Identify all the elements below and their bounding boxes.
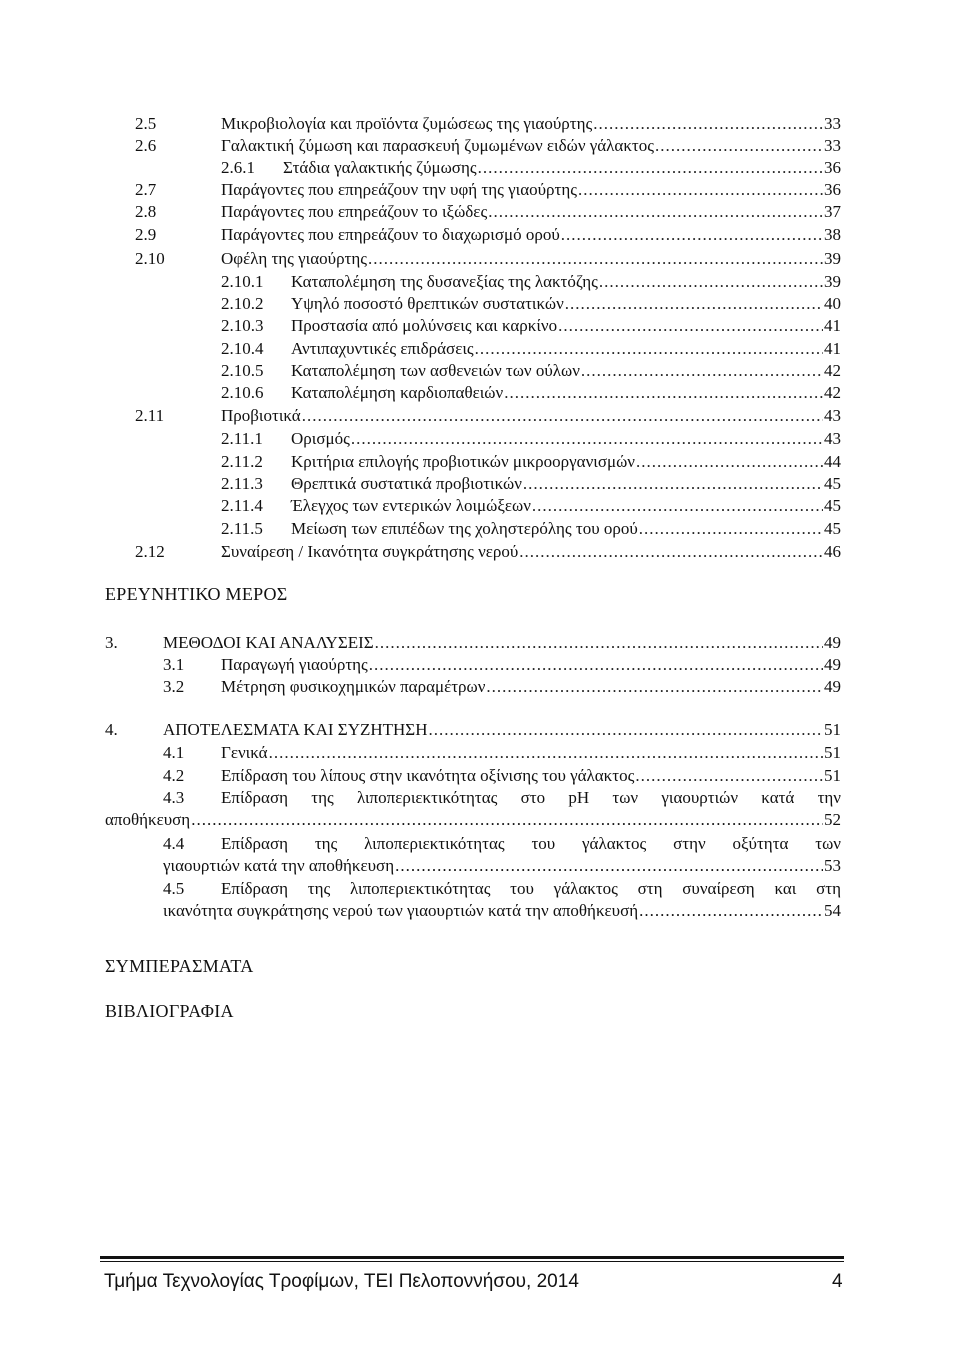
toc-entry-number: 2.9 bbox=[135, 225, 157, 244]
toc-entry bbox=[163, 765, 841, 787]
toc-entry-title: Παράγοντες που επηρεάζουν το ιξώδες bbox=[221, 202, 488, 221]
toc-entry-title: ΑΠΟΤΕΛΕΣΜΑΤΑ ΚΑΙ ΣΥΖΗΤΗΣΗ bbox=[163, 720, 428, 739]
toc-entry-number: 2.11.1 bbox=[221, 429, 263, 448]
toc-entry-number: 4.1 bbox=[163, 743, 185, 762]
toc-entry-title: Μέτρηση φυσικοχημικών παραμέτρων bbox=[221, 677, 486, 696]
toc-entry-title-line2: ικανότητα συγκράτησης νερού των γιαουρτιών κατά την αποθήκευσή bbox=[163, 901, 639, 920]
leader-dots bbox=[269, 742, 823, 764]
leader-dots bbox=[428, 719, 823, 741]
toc-entry bbox=[135, 201, 841, 223]
toc-entry bbox=[135, 405, 841, 427]
toc-entry-number: 4.4 bbox=[163, 834, 185, 853]
toc-entry bbox=[221, 518, 841, 540]
toc-entry-title: Αντιπαχυντικές επιδράσεις bbox=[291, 339, 474, 358]
toc-entry-title-line2: αποθήκευση bbox=[105, 810, 191, 829]
leader-dots bbox=[302, 405, 823, 427]
toc-entry bbox=[105, 632, 841, 654]
leader-dots bbox=[561, 224, 823, 246]
toc-entry-page: 54 bbox=[824, 901, 841, 920]
toc-entry bbox=[221, 473, 841, 495]
toc-entry-page: 51 bbox=[824, 766, 841, 785]
leader-dots bbox=[475, 338, 823, 360]
toc-entry-number: 2.6 bbox=[135, 136, 157, 155]
toc-entry-page: 43 bbox=[824, 429, 841, 448]
toc-entry-page: 42 bbox=[824, 383, 841, 402]
toc-entry-page: 33 bbox=[824, 114, 841, 133]
toc-entry-page: 41 bbox=[824, 339, 841, 358]
toc-entry-number: 2.11.5 bbox=[221, 519, 263, 538]
toc-entry-number: 2.10.1 bbox=[221, 272, 264, 291]
toc-entry-title: Μείωση των επιπέδων της χοληστερόλης του ορού bbox=[291, 519, 638, 538]
toc-entry-page: 45 bbox=[824, 519, 841, 538]
toc-entry-number: 2.11 bbox=[135, 406, 165, 425]
leader-dots bbox=[504, 382, 823, 404]
toc-entry-title: Κριτήρια επιλογής προβιοτικών μικροοργανισμών bbox=[291, 452, 635, 471]
toc-entry-number: 2.10.3 bbox=[221, 316, 264, 335]
toc-entry bbox=[221, 338, 841, 360]
toc-entry bbox=[135, 224, 841, 246]
leader-dots bbox=[532, 495, 823, 517]
toc-entry bbox=[221, 293, 841, 315]
footer-rule bbox=[100, 1256, 844, 1259]
toc-entry-number: 2.7 bbox=[135, 180, 157, 199]
leader-dots bbox=[368, 248, 823, 270]
toc-entry-title: Θρεπτικά συστατικά προβιοτικών bbox=[291, 474, 522, 493]
toc-entry-title: Μικροβιολογία και προϊόντα ζυμώσεως της γιαούρτης bbox=[221, 114, 593, 133]
leader-dots bbox=[488, 201, 823, 223]
toc-entry-page: 45 bbox=[824, 496, 841, 515]
toc-entry-number: 2.11.3 bbox=[221, 474, 263, 493]
toc-entry-page: 38 bbox=[824, 225, 841, 244]
leader-dots bbox=[636, 451, 823, 473]
toc-entry-title-line2: γιαουρτιών κατά την αποθήκευση bbox=[163, 856, 395, 875]
toc-entry-page: 42 bbox=[824, 361, 841, 380]
toc-entry bbox=[135, 179, 841, 201]
toc-entry-page: 39 bbox=[824, 272, 841, 291]
bibliography-heading: ΒΙΒΛΙΟΓΡΑΦΙΑ bbox=[105, 1001, 234, 1021]
toc-entry-title: Στάδια γαλακτικής ζύμωσης bbox=[283, 158, 477, 177]
toc-entry-page: 36 bbox=[824, 180, 841, 199]
toc-entry-title: Παραγωγή γιαούρτης bbox=[221, 655, 368, 674]
toc-entry bbox=[105, 719, 841, 741]
toc-entry-page: 53 bbox=[824, 856, 841, 875]
leader-dots bbox=[369, 654, 823, 676]
leader-dots bbox=[578, 179, 823, 201]
toc-entry-page: 51 bbox=[824, 720, 841, 739]
toc-entry-page: 49 bbox=[824, 633, 841, 652]
research-part-heading: ΕΡΕΥΝΗΤΙΚΟ ΜΕΡΟΣ bbox=[105, 584, 288, 604]
toc-entry-title: Οφέλη της γιαούρτης bbox=[221, 249, 368, 268]
toc-entry-title: Γενικά bbox=[221, 743, 268, 762]
toc-entry-number: 2.10.4 bbox=[221, 339, 264, 358]
conclusions-heading: ΣΥΜΠΕΡΑΣΜΑΤΑ bbox=[105, 956, 254, 976]
toc-entry-wrapped bbox=[105, 787, 841, 831]
toc-entry-title: Καταπολέμηση της δυσανεξίας της λακτόζης bbox=[291, 272, 598, 291]
toc-entry bbox=[163, 676, 841, 698]
toc-entry-page: 45 bbox=[824, 474, 841, 493]
toc-entry-number: 2.10 bbox=[135, 249, 165, 268]
toc-entry-title: Συναίρεση / Ικανότητα συγκράτησης νερού bbox=[221, 542, 519, 561]
toc-entry-title: Καταπολέμηση καρδιοπαθειών bbox=[291, 383, 504, 402]
toc-entry bbox=[135, 113, 841, 135]
toc-entry-title: Επίδραση του λίπους στην ικανότητα οξίνισης του γάλακτος bbox=[221, 766, 635, 785]
toc-entry bbox=[135, 248, 841, 270]
toc-entry-number: 3.1 bbox=[163, 655, 185, 674]
toc-entry-title: Γαλακτική ζύμωση και παρασκευή ζυμωμένων ειδών γάλακτος bbox=[221, 136, 654, 155]
toc-entry-page: 39 bbox=[824, 249, 841, 268]
toc-entry-title-line1: Επίδραση της λιποπεριεκτικότητας στο pH των γιαουρτιών κατά την bbox=[221, 788, 841, 807]
toc-entry-number: 3.2 bbox=[163, 677, 185, 696]
toc-entry-page: 49 bbox=[824, 677, 841, 696]
toc-entry-title: Καταπολέμηση των ασθενειών των ούλων bbox=[291, 361, 580, 380]
leader-dots bbox=[639, 900, 823, 922]
toc-entry-page: 40 bbox=[824, 294, 841, 313]
toc-entry-number: 2.11.4 bbox=[221, 496, 263, 515]
toc-entry-number: 4.2 bbox=[163, 766, 185, 785]
toc-entry-number: 4. bbox=[105, 720, 118, 739]
toc-entry-page: 41 bbox=[824, 316, 841, 335]
toc-entry-page: 36 bbox=[824, 158, 841, 177]
toc-entry-page: 33 bbox=[824, 136, 841, 155]
toc-entry bbox=[221, 157, 841, 179]
toc-entry-title: Παράγοντες που επηρεάζουν την υφή της γιαούρτης bbox=[221, 180, 577, 199]
leader-dots bbox=[655, 135, 823, 157]
toc-entry-title: ΜΕΘΟΔΟΙ ΚΑΙ ΑΝΑΛΥΣΕΙΣ bbox=[163, 633, 374, 652]
toc-entry bbox=[163, 742, 841, 764]
toc-entry-page: 49 bbox=[824, 655, 841, 674]
toc-entry bbox=[221, 360, 841, 382]
toc-entry bbox=[135, 135, 841, 157]
footer-text: Τμήμα Τεχνολογίας Τροφίμων, ΤΕΙ Πελοποννήσου, 2014 bbox=[104, 1271, 579, 1292]
leader-dots bbox=[593, 113, 823, 135]
leader-dots bbox=[581, 360, 823, 382]
toc-entry-title: Ορισμός bbox=[291, 429, 350, 448]
leader-dots bbox=[523, 473, 823, 495]
toc-entry-title-line1: Επίδραση της λιποπεριεκτικότητας του γάλακτος στη συναίρεση και στη bbox=[221, 879, 841, 898]
leader-dots bbox=[519, 541, 823, 563]
leader-dots bbox=[478, 157, 823, 179]
toc-entry-title: Προβιοτικά bbox=[221, 406, 301, 425]
toc-entry-page: 37 bbox=[824, 202, 841, 221]
leader-dots bbox=[565, 293, 823, 315]
leader-dots bbox=[639, 518, 823, 540]
leader-dots bbox=[395, 855, 823, 877]
toc-entry bbox=[163, 654, 841, 676]
toc-entry-number: 2.12 bbox=[135, 542, 165, 561]
footer-page-number: 4 bbox=[832, 1271, 843, 1292]
toc-entry bbox=[221, 495, 841, 517]
toc-entry-title: Έλεγχος των εντερικών λοιμώξεων bbox=[291, 496, 531, 515]
leader-dots bbox=[351, 428, 823, 450]
toc-entry-title: Υψηλό ποσοστό θρεπτικών συστατικών bbox=[291, 294, 564, 313]
leader-dots bbox=[191, 809, 823, 831]
toc-entry bbox=[221, 451, 841, 473]
leader-dots bbox=[486, 676, 823, 698]
toc-entry bbox=[135, 541, 841, 563]
toc-entry-page: 52 bbox=[824, 810, 841, 829]
leader-dots bbox=[635, 765, 823, 787]
toc-entry-title: Προστασία από μολύνσεις και καρκίνο bbox=[291, 316, 558, 335]
toc-entry-number: 2.10.2 bbox=[221, 294, 264, 313]
toc-entry-wrapped bbox=[163, 833, 841, 877]
toc-entry-page: 43 bbox=[824, 406, 841, 425]
toc-entry-number: 4.5 bbox=[163, 879, 185, 898]
toc-entry-number: 4.3 bbox=[163, 788, 185, 807]
toc-entry bbox=[221, 382, 841, 404]
leader-dots bbox=[375, 632, 823, 654]
toc-entry-number: 2.6.1 bbox=[221, 158, 255, 177]
toc-entry-number: 2.11.2 bbox=[221, 452, 263, 471]
toc-entry-page: 44 bbox=[824, 452, 841, 471]
toc-entry bbox=[221, 428, 841, 450]
leader-dots bbox=[599, 271, 823, 293]
toc-entry-wrapped bbox=[163, 878, 841, 922]
toc-entry-title-line1: Επίδραση της λιποπεριεκτικότητας του γάλακτος στην οξύτητα των bbox=[221, 834, 841, 853]
toc-entry-page: 46 bbox=[824, 542, 841, 561]
toc-entry-number: 2.5 bbox=[135, 114, 157, 133]
toc-entry-page: 51 bbox=[824, 743, 841, 762]
toc-entry bbox=[221, 271, 841, 293]
toc-entry-number: 2.10.5 bbox=[221, 361, 264, 380]
footer-rule-thin bbox=[100, 1261, 844, 1262]
toc-entry-title: Παράγοντες που επηρεάζουν το διαχωρισμό ορού bbox=[221, 225, 560, 244]
toc-entry-number: 2.10.6 bbox=[221, 383, 264, 402]
leader-dots bbox=[558, 315, 823, 337]
toc-entry-number: 3. bbox=[105, 633, 118, 652]
toc-entry-number: 2.8 bbox=[135, 202, 157, 221]
toc-entry bbox=[221, 315, 841, 337]
